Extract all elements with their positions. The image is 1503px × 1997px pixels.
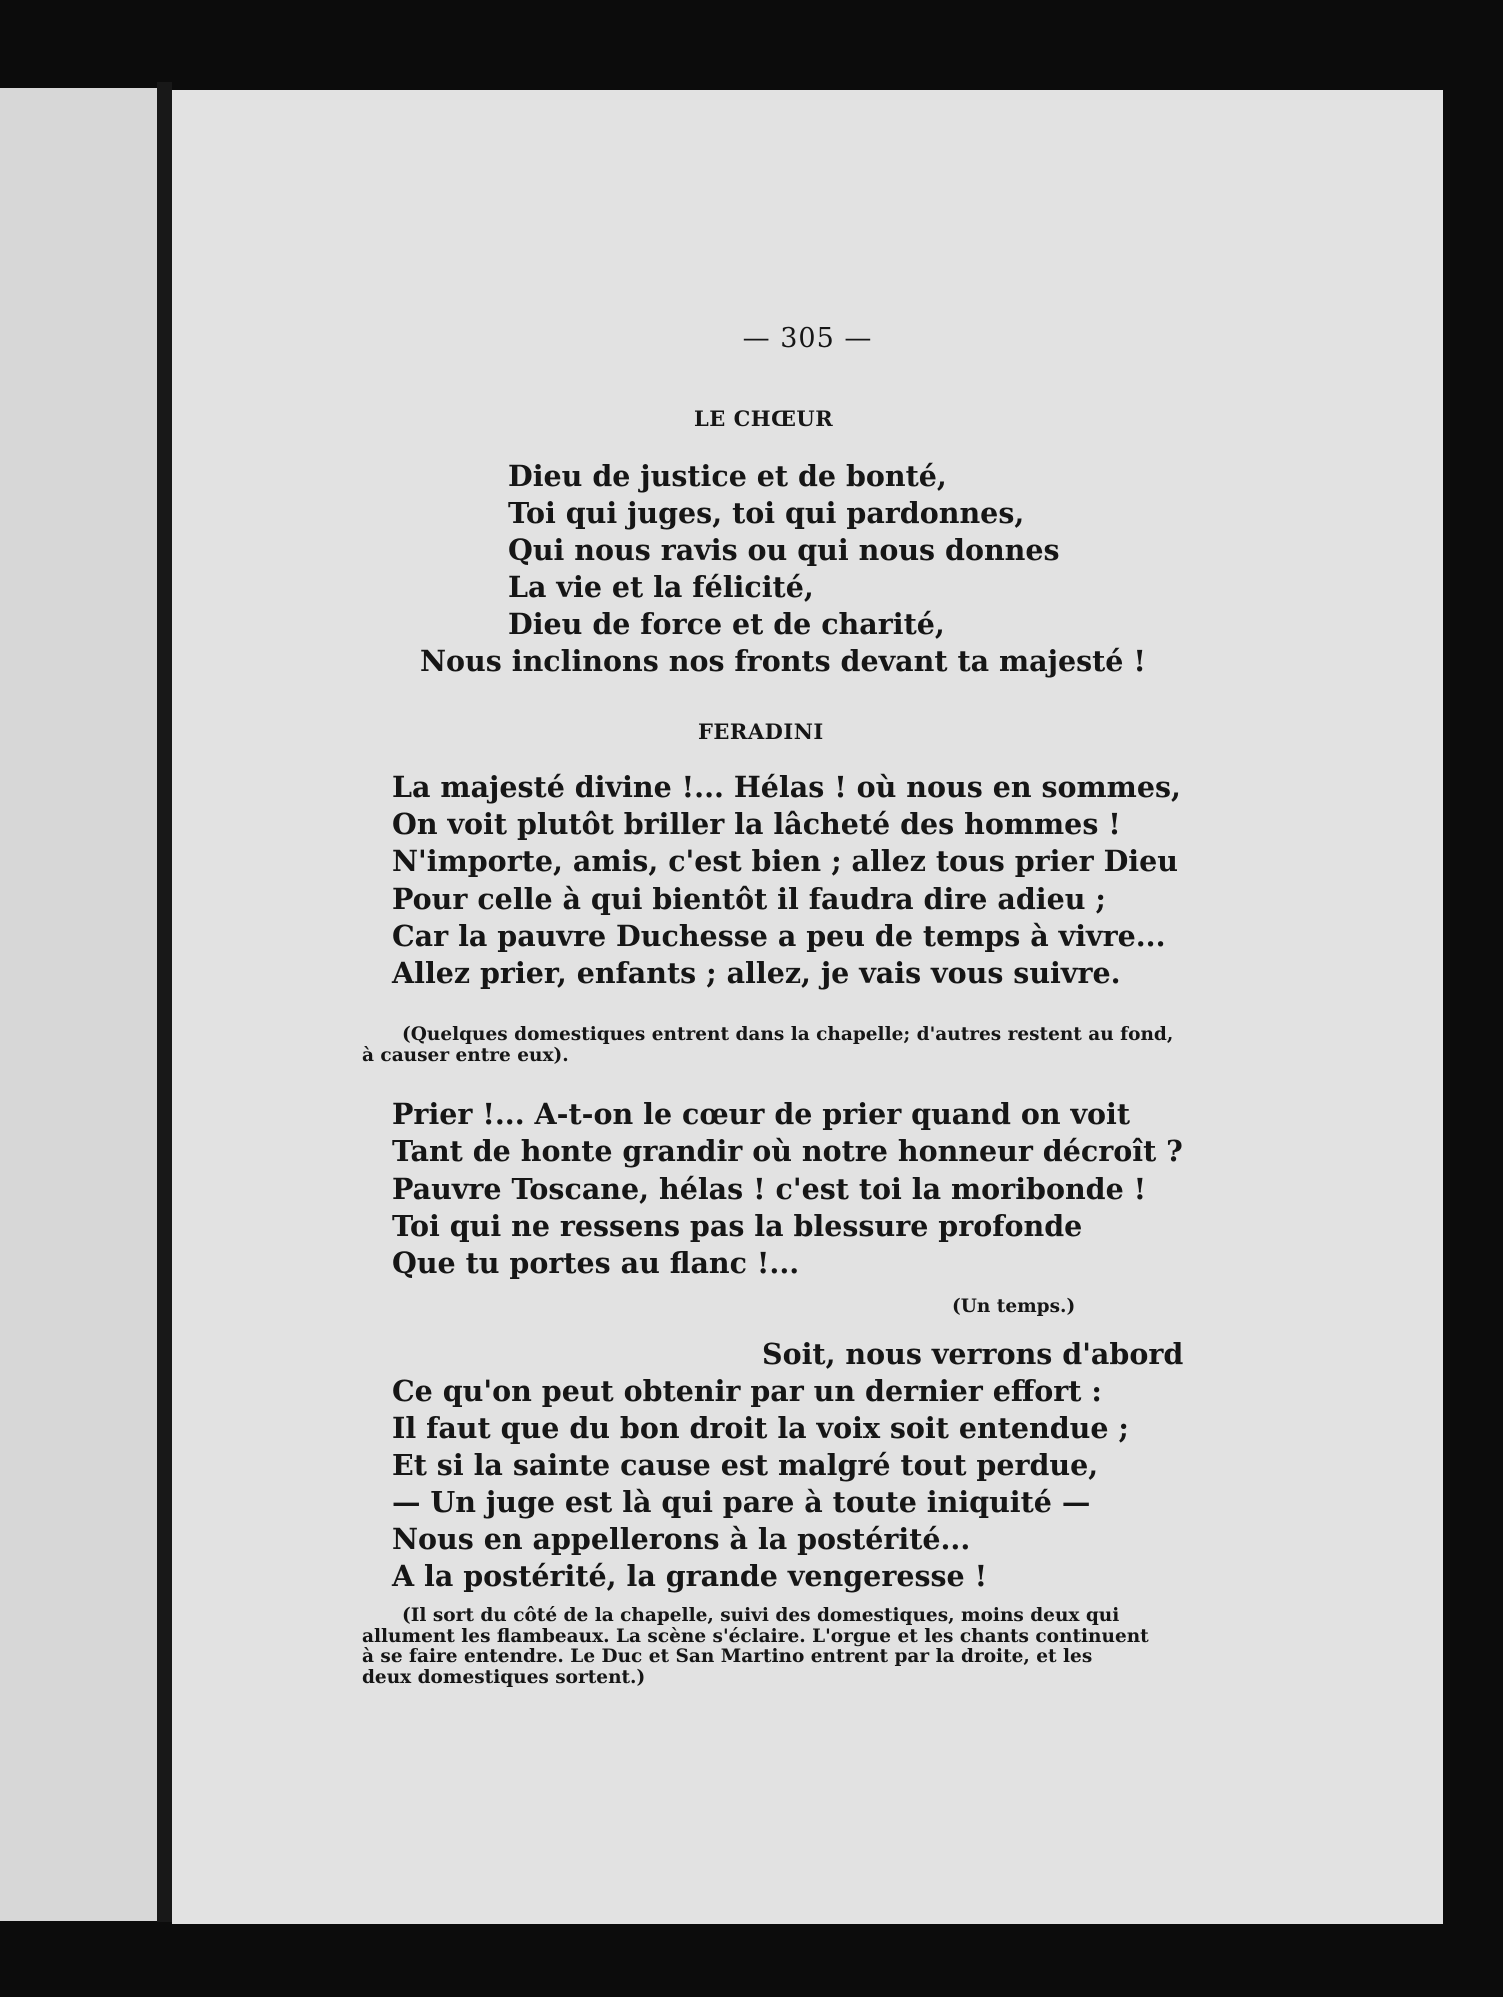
verse-line: Prier !... A-t-on le cœur de prier quand on voit — [392, 1097, 1131, 1131]
verse-line: Et si la sainte cause est malgré tout perdue, — [392, 1448, 1099, 1482]
verse-line: La majesté divine !... Hélas ! où nous en sommes, — [392, 770, 1181, 804]
verse-line: Que tu portes au flanc !... — [392, 1246, 800, 1280]
book-spine — [157, 82, 172, 1922]
stage-direction-line: allument les flambeaux. La scène s'éclaire. L'orgue et les chants continuent — [362, 1625, 1149, 1647]
speaker-feradini: FERADINI — [698, 719, 824, 744]
verse-line: Tant de honte grandir où notre honneur décroît ? — [392, 1134, 1183, 1168]
verse-line: N'importe, amis, c'est bien ; allez tous prier Dieu — [392, 844, 1178, 878]
stage-direction-line: à se faire entendre. Le Duc et San Martino entrent par la droite, et les — [362, 1646, 1093, 1667]
verse-line: Il faut que du bon droit la voix soit entendue ; — [392, 1411, 1129, 1445]
verse-line: Pauvre Toscane, hélas ! c'est toi la moribonde ! — [392, 1172, 1147, 1206]
stage-direction-line: (Quelques domestiques entrent dans la chapelle; d'autres restent au fond, — [402, 1024, 1174, 1045]
stage-direction-pause: (Un temps.) — [952, 1296, 1076, 1317]
stage-direction — [362, 1024, 1173, 1065]
book-page — [172, 90, 1443, 1924]
stage-direction-line: à causer entre eux). — [362, 1044, 569, 1066]
verse-line: Toi qui ne ressens pas la blessure profonde — [392, 1209, 1083, 1243]
verse-line: Qui nous ravis ou qui nous donnes — [508, 533, 1060, 567]
verse-line: Dieu de justice et de bonté, — [508, 459, 947, 493]
verse-line: Nous en appellerons à la postérité... — [392, 1522, 971, 1556]
stage-direction-line: deux domestiques sortent.) — [362, 1666, 646, 1688]
stage-direction-final — [362, 1605, 1149, 1687]
verse-line: A la postérité, la grande vengeresse ! — [392, 1559, 988, 1593]
page-number: — 305 — — [742, 323, 873, 354]
verse-line: Nous inclinons nos fronts devant ta majesté ! — [420, 644, 1146, 678]
verse-line: Dieu de force et de charité, — [508, 607, 945, 641]
verse-line: Allez prier, enfants ; allez, je vais vous suivre. — [392, 956, 1121, 990]
verse-line: Toi qui juges, toi qui pardonnes, — [508, 496, 1025, 530]
verse-line: Car la pauvre Duchesse a peu de temps à vivre... — [392, 919, 1166, 953]
stage-direction-line: (Il sort du côté de la chapelle, suivi des domestiques, moins deux qui — [402, 1605, 1120, 1626]
verse-line: Soit, nous verrons d'abord — [762, 1337, 1184, 1371]
left-page-edge — [0, 88, 157, 1921]
verse-line: Pour celle à qui bientôt il faudra dire adieu ; — [392, 882, 1106, 916]
verse-line: On voit plutôt briller la lâcheté des hommes ! — [392, 807, 1121, 841]
verse-line: La vie et la félicité, — [508, 570, 814, 604]
verse-line: Ce qu'on peut obtenir par un dernier effort : — [392, 1374, 1102, 1408]
verse-line: — Un juge est là qui pare à toute iniquité — — [392, 1485, 1091, 1519]
speaker-le-choeur: LE CHŒUR — [694, 406, 834, 431]
